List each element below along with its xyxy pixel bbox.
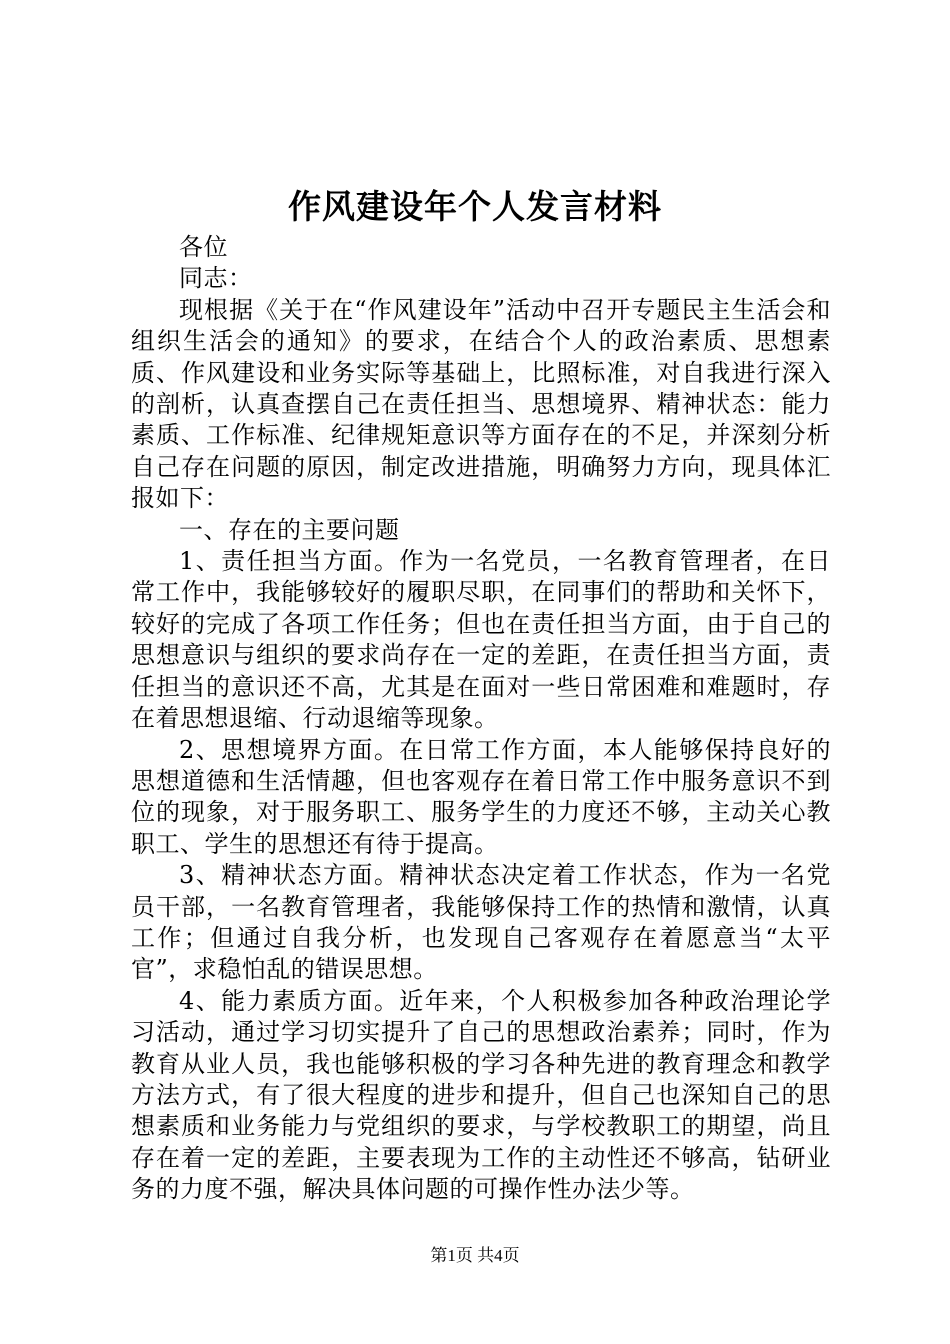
greeting-line-2: 同志： <box>179 264 253 293</box>
greeting-line-1: 各位 <box>179 233 228 261</box>
document-body <box>131 232 831 1206</box>
page-footer: 第1页 共4页 <box>430 1246 520 1265</box>
paragraph-item-3: 3、精神状态方面。精神状态决定着工作状态，作为一名党员干部，一名教育管理者，我能够保持工作的热情和激情，认真工作；但通过自我分析，也发现自己客观存在着愿意当“太平官”，求稳怕乱的错误思想。 <box>131 861 831 984</box>
paragraph-intro: 现根据《关于在“作风建设年”活动中召开专题民主生活会和组织生活会的通知》的要求，在结合个人的政治素质、思想素质、作风建设和业务实际等基础上，比照标准，对自我进行深入的剖析，认真查摆自己在责任担当、思想境界、精神状态：能力素质、工作标准、纪律规矩意识等方面存在的不足，并深刻分析自己存在问题的原因，制定改进措施，明确努力方向，现具体汇报如下： <box>131 295 831 513</box>
document-title: 作风建设年个人发言材料 <box>288 187 662 226</box>
section-heading: 一、存在的主要问题 <box>179 515 400 544</box>
paragraph-item-1: 1、责任担当方面。作为一名党员，一名教育管理者，在日常工作中，我能够较好的履职尽职，在同事们的帮助和关怀下，较好的完成了各项工作任务；但也在责任担当方面，由于自己的思想意识与组织的要求尚存在一定的差距，在责任担当方面，责任担当的意识还不高，尤其是在面对一些日常困难和难题时，存在着思想退缩、行动退缩等现象。 <box>131 547 831 733</box>
paragraph-item-4: 4、能力素质方面。近年来，个人积极参加各种政治理论学习活动，通过学习切实提升了自己的思想政治素养；同时，作为教育从业人员，我也能够积极的学习各种先进的教育理念和教学方法方式，有了很大程度的进步和提升，但自己也深知自己的思想素质和业务能力与党组织的要求，与学校教职工的期望，尚且存在着一定的差距，主要表现为工作的主动性还不够高，钻研业务的力度不强，解决具体问题的可操作性办法少等。 <box>131 986 831 1204</box>
paragraph-item-2: 2、思想境界方面。在日常工作方面，本人能够保持良好的思想道德和生活情趣，但也客观存在着日常工作中服务意识不到位的现象，对于服务职工、服务学生的力度还不够，主动关心教职工、学生的思想还有待于提高。 <box>131 735 831 858</box>
